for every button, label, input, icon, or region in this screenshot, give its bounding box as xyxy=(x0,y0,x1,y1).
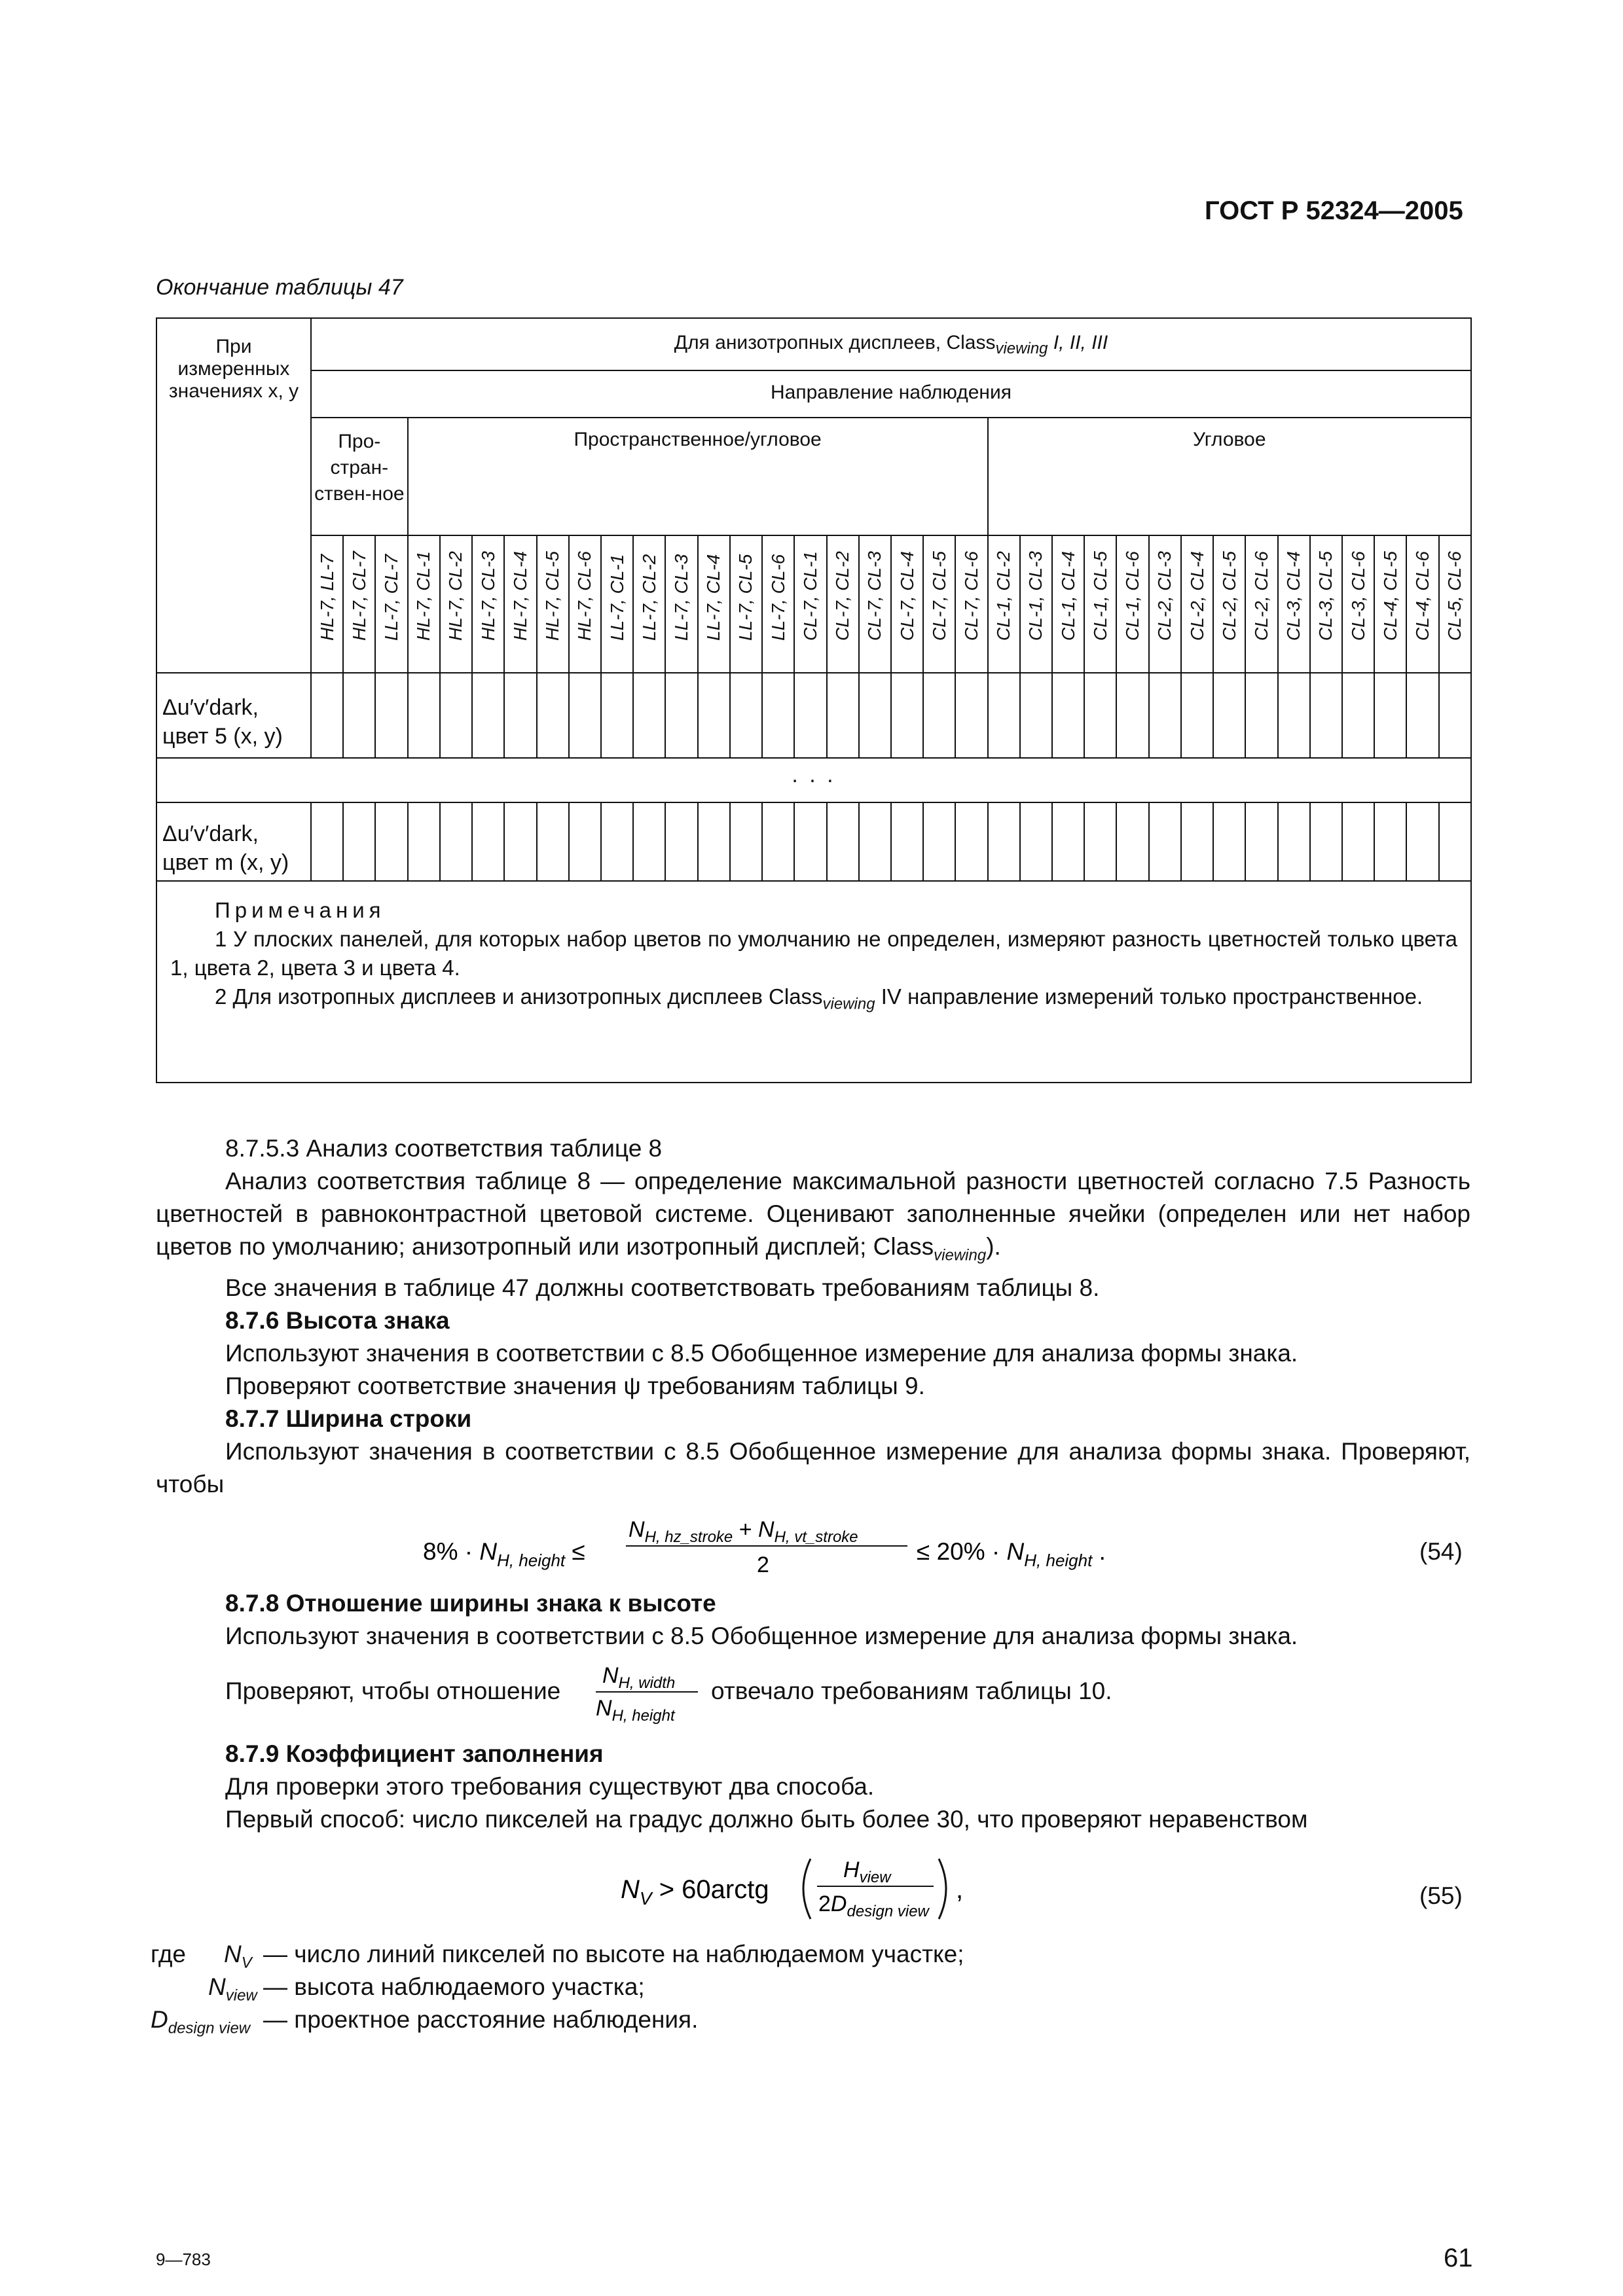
column-header xyxy=(665,535,697,673)
para-876-b: Проверяют соответствие значения ψ требованиям таблицы 9. xyxy=(225,1372,925,1400)
data-cell xyxy=(601,673,633,758)
column-header-label: LL-7, CL-7 xyxy=(381,554,402,641)
data-cell xyxy=(1084,673,1116,758)
column-header-label: CL-7, CL-3 xyxy=(864,551,885,641)
data-cell xyxy=(1374,673,1406,758)
svg-text:2: 2 xyxy=(757,1552,769,1577)
column-header xyxy=(601,535,633,673)
column-header-label: HL-7, LL-7 xyxy=(316,554,337,641)
angular-header: Угловое xyxy=(988,418,1471,535)
data-cell xyxy=(794,673,826,758)
column-header-label: CL-4, CL-5 xyxy=(1379,551,1400,641)
column-header xyxy=(1310,535,1342,673)
data-cell xyxy=(440,802,472,881)
column-header xyxy=(472,535,504,673)
column-header-label: HL-7, CL-3 xyxy=(477,551,498,641)
column-header-label: LL-7, CL-6 xyxy=(767,554,788,641)
column-header xyxy=(891,535,923,673)
eq54-number: (54) xyxy=(1419,1538,1463,1565)
column-header xyxy=(955,535,987,673)
data-cell xyxy=(1181,802,1213,881)
svg-text:NH, hz_stroke + NH, vt_stroke: $N_{H, hz\_stroke} + N_{H, vt\_stroke}$ xyxy=(629,1517,858,1546)
column-header-label: CL-3, CL-4 xyxy=(1283,551,1304,641)
para-878-a: Используют значения в соответствии с 8.5 Обобщенное измерение для анализа формы знака. xyxy=(225,1623,1298,1649)
data-cell xyxy=(762,673,794,758)
data-cell xyxy=(859,673,891,758)
data-cell xyxy=(472,802,504,881)
column-header-label: LL-7, CL-2 xyxy=(638,554,659,641)
data-cell xyxy=(1406,802,1438,881)
svg-text:NH, width: $N_{H, width}$ xyxy=(602,1663,676,1692)
column-header xyxy=(1149,535,1181,673)
data-cell xyxy=(375,673,407,758)
data-cell xyxy=(891,802,923,881)
column-header xyxy=(859,535,891,673)
data-cell xyxy=(537,673,569,758)
data-cell xyxy=(891,673,923,758)
para-879-b: Первый способ: число пикселей на градус должно быть более 30, что проверяют неравенством xyxy=(225,1806,1308,1833)
data-cell xyxy=(311,802,343,881)
row-label-color5: Δu′v′dark, цвет 5 (x, y) xyxy=(156,673,311,758)
column-header xyxy=(375,535,407,673)
data-cell xyxy=(923,673,955,758)
data-cell xyxy=(1342,673,1374,758)
column-header-label: HL-7, CL-7 xyxy=(348,551,369,641)
data-cell xyxy=(1084,802,1116,881)
column-header-label: CL-4, CL-6 xyxy=(1412,551,1433,641)
svg-text:NV > 60arctg: $N_V$ > 60arctg xyxy=(621,1875,769,1909)
column-header xyxy=(633,535,665,673)
column-header xyxy=(794,535,826,673)
column-header-label: CL-7, CL-5 xyxy=(928,551,949,641)
formula-54 xyxy=(156,1505,1470,1584)
column-header-label: CL-1, CL-3 xyxy=(1025,551,1046,641)
data-cell xyxy=(730,802,762,881)
notes-title: Примечания xyxy=(215,898,386,922)
data-cell xyxy=(1245,802,1277,881)
column-header xyxy=(343,535,375,673)
data-cell xyxy=(1213,673,1245,758)
data-cell xyxy=(601,802,633,881)
column-header-label: LL-7, CL-5 xyxy=(735,554,756,641)
data-cell xyxy=(1149,673,1181,758)
data-cell xyxy=(1052,673,1084,758)
data-cell xyxy=(1149,802,1181,881)
data-cell xyxy=(923,802,955,881)
standard-number: ГОСТ Р 52324—2005 xyxy=(1205,196,1463,225)
column-header xyxy=(504,535,536,673)
eq55-number: (55) xyxy=(1419,1882,1463,1909)
data-cell xyxy=(408,802,440,881)
data-cell xyxy=(988,802,1020,881)
column-header-label: CL-7, CL-6 xyxy=(960,551,981,641)
data-cell xyxy=(343,673,375,758)
heading-8753: 8.7.5.3 Анализ соответствия таблице 8 xyxy=(225,1135,663,1162)
column-header xyxy=(1181,535,1213,673)
column-header xyxy=(730,535,762,673)
column-header-label: CL-1, CL-5 xyxy=(1089,551,1110,641)
data-cell xyxy=(1310,673,1342,758)
corner-label: При измеренных значениях x, y xyxy=(156,318,311,673)
column-header-label: CL-2, CL-6 xyxy=(1250,551,1271,641)
formula-55 xyxy=(156,1846,1470,1931)
column-header-label: CL-7, CL-2 xyxy=(832,551,853,641)
svg-text:NH, height: $N_{H, height}$ xyxy=(596,1696,675,1725)
data-cell xyxy=(504,802,536,881)
direction-header: Направление наблюдения xyxy=(311,370,1471,418)
column-header xyxy=(827,535,859,673)
data-cell xyxy=(827,802,859,881)
column-header xyxy=(311,535,343,673)
heading-876: 8.7.6 Высота знака xyxy=(225,1307,450,1335)
column-header-label: CL-3, CL-6 xyxy=(1347,551,1368,641)
table-caption: Окончание таблицы 47 xyxy=(156,275,403,300)
table-notes xyxy=(156,881,1471,1083)
data-cell xyxy=(375,802,407,881)
data-cell xyxy=(1278,673,1310,758)
data-cell xyxy=(633,673,665,758)
column-header-label: CL-2, CL-4 xyxy=(1186,551,1207,641)
column-header xyxy=(408,535,440,673)
svg-text:,: , xyxy=(956,1875,964,1904)
data-cell xyxy=(794,802,826,881)
data-cell xyxy=(955,802,987,881)
column-header-label: LL-7, CL-1 xyxy=(606,554,627,641)
data-cell xyxy=(408,673,440,758)
data-cell xyxy=(827,673,859,758)
column-header xyxy=(988,535,1020,673)
column-header xyxy=(1020,535,1052,673)
data-cell xyxy=(537,802,569,881)
column-header xyxy=(1278,535,1310,673)
def-nv: — число линий пикселей по высоте на наблюдаемом участке; xyxy=(263,1941,964,1967)
svg-text:≤ 20% · NH, height .: ≤ $20\% \cdot N_{H, height}$ . xyxy=(917,1538,1106,1570)
column-header-label: HL-7, CL-6 xyxy=(574,551,595,641)
section-878 xyxy=(156,1587,1470,1653)
data-cell xyxy=(1116,673,1148,758)
column-header xyxy=(1406,535,1438,673)
column-header-label: LL-7, CL-3 xyxy=(671,554,692,641)
column-header-label: CL-1, CL-4 xyxy=(1057,551,1078,641)
para-879-a: Для проверки этого требования существуют два способа. xyxy=(225,1773,875,1800)
data-cell xyxy=(1374,802,1406,881)
column-header xyxy=(698,535,730,673)
data-cell xyxy=(698,802,730,881)
data-cell xyxy=(343,802,375,881)
svg-text:2Ddesign view: $2D_{design view}$ xyxy=(818,1892,929,1920)
note-1: 1 У плоских панелей, для которых набор цветов по умолчанию не определен, измеряют разность цветностей только цвета 1, цвета 2, цвета 3 и цвета 4. xyxy=(170,927,1457,980)
column-header xyxy=(1084,535,1116,673)
para-8753: Анализ соответствия таблице 8 — определение максимальной разности цветностей согласно 7.5 Разность цветностей в равноконтрастной цветовой системе. Оценивают заполненные ячейки (определен или нет набор цветов по умолчанию; анизотропный или изотропный дисплей; Class$_{viewing}$). xyxy=(156,1168,1470,1265)
table-47 xyxy=(156,317,1472,1083)
data-cell xyxy=(1439,673,1471,758)
data-cell xyxy=(472,673,504,758)
data-cell xyxy=(665,802,697,881)
heading-879: 8.7.9 Коэффициент заполнения xyxy=(225,1740,604,1767)
note-2: 2 Для изотропных дисплеев и анизотропных дисплеев Class$_{viewing}$ IV направление измерений только пространственное. xyxy=(215,984,1423,1013)
data-cell xyxy=(1278,802,1310,881)
spatial-header: Про-стран-ствен-ное xyxy=(311,418,408,535)
column-header xyxy=(1052,535,1084,673)
column-header xyxy=(1245,535,1277,673)
data-cell xyxy=(569,802,601,881)
svg-text:Hview: $H_{view}$ xyxy=(843,1857,891,1886)
data-cell xyxy=(1342,802,1374,881)
data-cell xyxy=(762,802,794,881)
data-cell xyxy=(440,673,472,758)
formula-55-graphic xyxy=(156,1846,1470,1931)
column-header xyxy=(569,535,601,673)
data-cell xyxy=(955,673,987,758)
column-header xyxy=(1374,535,1406,673)
data-cell xyxy=(633,802,665,881)
para-8753-all: Все значения в таблице 47 должны соответствовать требованиям таблицы 8. xyxy=(225,1274,1100,1302)
data-cell xyxy=(1020,802,1052,881)
column-header-label: CL-2, CL-5 xyxy=(1218,551,1239,641)
data-cell xyxy=(730,673,762,758)
data-cell xyxy=(698,673,730,758)
column-header-label: CL-5, CL-6 xyxy=(1444,551,1465,641)
heading-878: 8.7.8 Отношение ширины знака к высоте xyxy=(225,1590,716,1617)
column-header-label: CL-1, CL-6 xyxy=(1122,551,1143,641)
spatial-angular-header: Пространственное/угловое xyxy=(408,418,988,535)
column-header xyxy=(1342,535,1374,673)
definitions: где $N_V$ — число линий пикселей по высоте на наблюдаемом участке; $N_{view}$ — высота наблюдаемого участка; $D_{design view}$ — проектное расстояние наблюдения. xyxy=(151,1941,964,2037)
column-header-label: HL-7, CL-4 xyxy=(509,551,530,641)
column-header-label: HL-7, CL-5 xyxy=(542,551,563,641)
data-cell xyxy=(1439,802,1471,881)
data-cell xyxy=(1310,802,1342,881)
column-header-label: LL-7, CL-4 xyxy=(703,554,724,641)
column-header xyxy=(1439,535,1471,673)
ellipsis-row: . . . xyxy=(156,758,1471,802)
column-header xyxy=(440,535,472,673)
data-cell xyxy=(1181,673,1213,758)
data-cell xyxy=(1213,802,1245,881)
data-cell xyxy=(1406,673,1438,758)
section-8753 xyxy=(156,1132,1470,1501)
data-cell xyxy=(1245,673,1277,758)
column-header-label: CL-1, CL-2 xyxy=(993,551,1014,641)
para-876-a: Используют значения в соответствии с 8.5 Обобщенное измерение для анализа формы знака. xyxy=(225,1340,1298,1367)
column-header xyxy=(537,535,569,673)
column-header xyxy=(923,535,955,673)
def-ddesign: — проектное расстояние наблюдения. xyxy=(263,2006,699,2033)
column-header xyxy=(762,535,794,673)
data-cell xyxy=(1052,802,1084,881)
page-number: 61 xyxy=(1444,2244,1473,2272)
def-nview: — высота наблюдаемого участка; xyxy=(263,1973,645,2000)
data-cell xyxy=(1116,802,1148,881)
column-header-label: CL-2, CL-3 xyxy=(1154,551,1175,641)
footer-code: 9—783 xyxy=(156,2250,211,2269)
column-header xyxy=(1213,535,1245,673)
column-header xyxy=(1116,535,1148,673)
data-cell xyxy=(665,673,697,758)
formula-54-graphic xyxy=(156,1505,1470,1584)
column-header-label: HL-7, CL-2 xyxy=(445,551,466,641)
row-label-colorm: Δu′v′dark, цвет m (x, y) xyxy=(156,802,311,881)
column-header-label: CL-3, CL-5 xyxy=(1315,551,1336,641)
where-label: где xyxy=(151,1941,187,1967)
para-877: Используют значения в соответствии с 8.5 Обобщенное измерение для анализа формы знака. Проверяют, чтобы xyxy=(156,1438,1470,1498)
column-header-label: CL-7, CL-4 xyxy=(896,551,917,641)
data-cell xyxy=(504,673,536,758)
heading-877: 8.7.7 Ширина строки xyxy=(225,1405,472,1433)
data-cell xyxy=(859,802,891,881)
data-cell xyxy=(569,673,601,758)
column-header-label: CL-7, CL-1 xyxy=(799,551,820,641)
para-878-b: Проверяют, чтобы отношение $N_{H, width}$ $N_{H, height}$ отвечало требованиям таблицы 10. xyxy=(156,1659,1470,1725)
data-cell xyxy=(988,673,1020,758)
svg-text:8% · NH, height ≤: $8\% \cdot N_{H, height}$ ≤ xyxy=(423,1538,585,1570)
section-879 xyxy=(156,1738,1470,1836)
data-cell xyxy=(311,673,343,758)
data-cell xyxy=(1020,673,1052,758)
ratio-fraction xyxy=(593,1659,704,1725)
group-header: Для анизотропных дисплеев, Class$_{viewing}$ I, II, III xyxy=(311,318,1471,370)
column-header-label: HL-7, CL-1 xyxy=(413,551,434,641)
